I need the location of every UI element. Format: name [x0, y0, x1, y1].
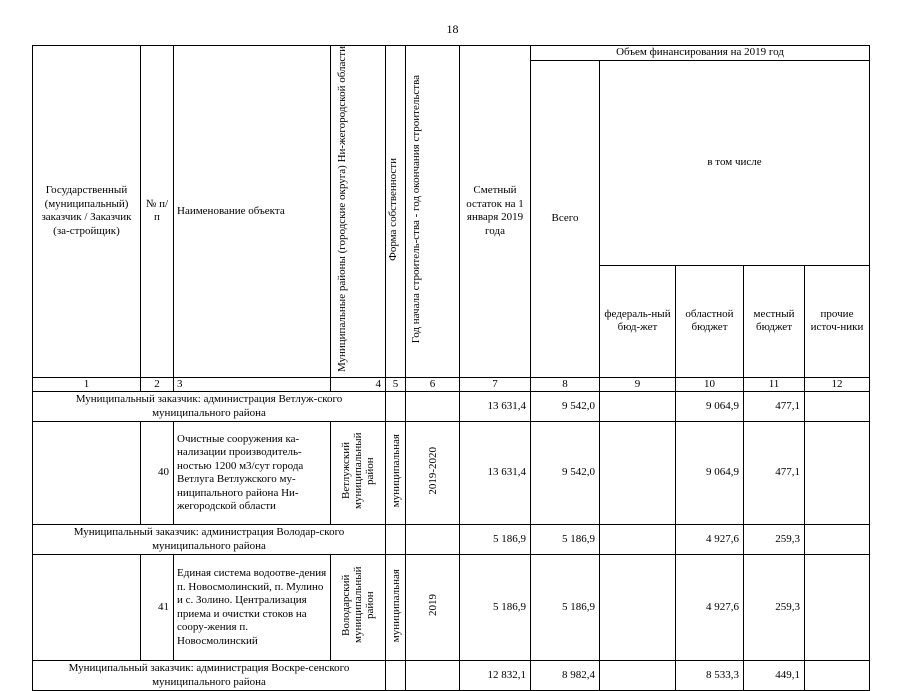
federal-value [600, 661, 676, 691]
regional-value: 4 927,6 [676, 555, 744, 661]
col-number: 8 [531, 377, 600, 392]
header-years: Год начала строитель-ства - год окончания строительства [406, 46, 460, 378]
local-value: 477,1 [744, 422, 805, 525]
financing-table [32, 45, 870, 691]
header-ownership: Форма собственности [386, 46, 406, 378]
col-number: 5 [386, 377, 406, 392]
customer-row [33, 661, 870, 691]
column-numbers-row [33, 377, 870, 392]
object-name: Очистные сооружения ка-нализации производитель-ностью 1200 м3/сут города Ветлуга Ветлужского му-ниципального района Ни-жегородской области [174, 422, 331, 525]
customer-name: Муниципальный заказчик: администрация Володар-ского муниципального района [33, 525, 386, 555]
regional-value: 4 927,6 [676, 525, 744, 555]
col-number: 6 [406, 377, 460, 392]
col-number: 7 [460, 377, 531, 392]
other-value [805, 422, 870, 525]
col-number: 4 [331, 377, 386, 392]
federal-value [600, 555, 676, 661]
object-row [33, 555, 870, 661]
total-value: 9 542,0 [531, 422, 600, 525]
other-value [805, 392, 870, 422]
col-number: 9 [600, 377, 676, 392]
object-years: 2019 [406, 555, 460, 661]
header-districts: Муниципальные районы (городские округа) Ни-жегородской области [331, 46, 386, 378]
object-num: 41 [141, 555, 174, 661]
header-customer: Государственный (муниципальный) заказчик / Заказчик (за-стройщик) [33, 46, 141, 378]
object-num: 40 [141, 422, 174, 525]
balance-value: 13 631,4 [460, 392, 531, 422]
local-value: 449,1 [744, 661, 805, 691]
object-years: 2019-2020 [406, 422, 460, 525]
page-number: 18 [446, 22, 459, 36]
header-federal: федераль-ный бюд-жет [600, 265, 676, 377]
header-total: Всего [531, 60, 600, 377]
other-value [805, 661, 870, 691]
customer-row [33, 392, 870, 422]
federal-value [600, 392, 676, 422]
header-including: в том числе [600, 60, 870, 265]
col-number: 11 [744, 377, 805, 392]
balance-value: 13 631,4 [460, 422, 531, 525]
object-district: Володарский муниципальный район [331, 555, 386, 661]
total-value: 9 542,0 [531, 392, 600, 422]
customer-name: Муниципальный заказчик: администрация Воскре-сенского муниципального района [33, 661, 386, 691]
header-balance: Сметный остаток на 1 января 2019 года [460, 46, 531, 378]
object-row [33, 422, 870, 525]
object-district: Ветлужский муниципальный район [331, 422, 386, 525]
header-local: местный бюджет [744, 265, 805, 377]
total-value: 5 186,9 [531, 525, 600, 555]
header-funding-group: Объем финансирования на 2019 год [531, 46, 870, 61]
other-value [805, 525, 870, 555]
object-ownership: муниципальная [386, 555, 406, 661]
customer-name: Муниципальный заказчик: администрация Ветлуж-ского муниципального района [33, 392, 386, 422]
col-number: 3 [174, 377, 331, 392]
col-number: 10 [676, 377, 744, 392]
regional-value: 8 533,3 [676, 661, 744, 691]
regional-value: 9 064,9 [676, 422, 744, 525]
local-value: 259,3 [744, 555, 805, 661]
header-other: прочие источ-ники [805, 265, 870, 377]
col-number: 1 [33, 377, 141, 392]
header-num: № п/п [141, 46, 174, 378]
other-value [805, 555, 870, 661]
federal-value [600, 422, 676, 525]
balance-value: 5 186,9 [460, 555, 531, 661]
total-value: 5 186,9 [531, 555, 600, 661]
total-value: 8 982,4 [531, 661, 600, 691]
object-ownership: муниципальная [386, 422, 406, 525]
customer-row [33, 525, 870, 555]
header-regional: областной бюджет [676, 265, 744, 377]
balance-value: 5 186,9 [460, 525, 531, 555]
object-name: Единая система водоотве-дения п. Новосмолинский, п. Мулино и с. Золино. Централизация приема и очистки стоков на соору-жения п. Новосмолинский [174, 555, 331, 661]
local-value: 259,3 [744, 525, 805, 555]
col-number: 12 [805, 377, 870, 392]
local-value: 477,1 [744, 392, 805, 422]
balance-value: 12 832,1 [460, 661, 531, 691]
federal-value [600, 525, 676, 555]
header-object-name: Наименование объекта [174, 46, 331, 378]
regional-value: 9 064,9 [676, 392, 744, 422]
col-number: 2 [141, 377, 174, 392]
